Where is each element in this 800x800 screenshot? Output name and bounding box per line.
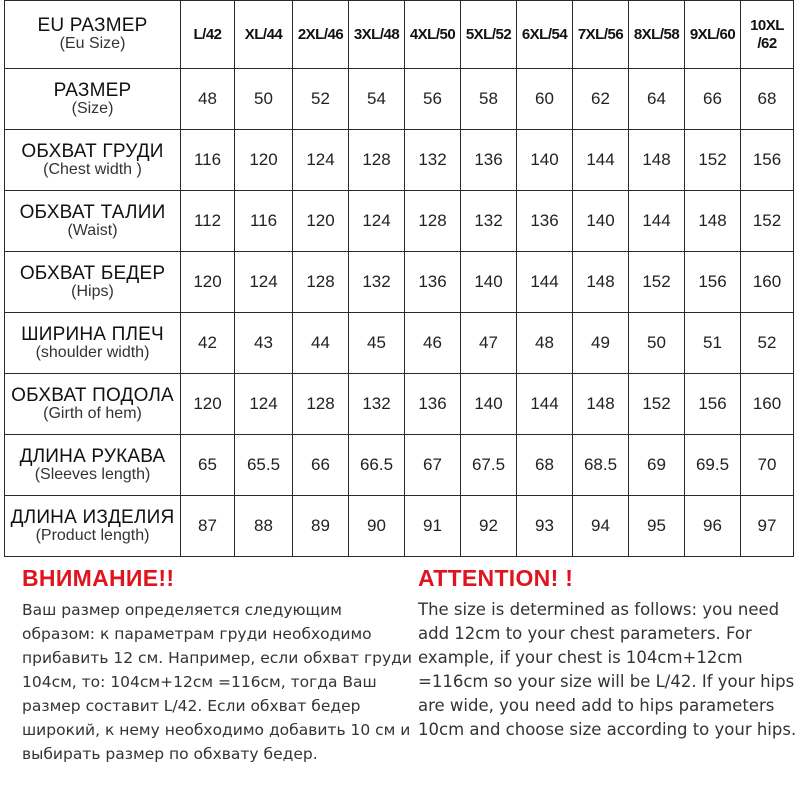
value-cell: 45 — [349, 313, 405, 374]
corner-header-cell — [5, 1, 181, 69]
value-cell: 51 — [685, 313, 741, 374]
value-cell: 68.5 — [573, 435, 629, 496]
table-row — [5, 130, 794, 191]
value-cell: 112 — [181, 191, 235, 252]
value-cell: 136 — [405, 374, 461, 435]
value-cell: 152 — [629, 374, 685, 435]
value-cell: 152 — [629, 252, 685, 313]
value-cell: 120 — [181, 252, 235, 313]
value-cell: 65 — [181, 435, 235, 496]
attention-note-en — [418, 565, 800, 742]
value-cell: 56 — [405, 69, 461, 130]
row-header-cell — [5, 313, 181, 374]
value-cell: 48 — [517, 313, 573, 374]
table-row — [5, 435, 794, 496]
value-cell: 136 — [517, 191, 573, 252]
row-header-cell — [5, 191, 181, 252]
header-row — [5, 1, 794, 69]
value-cell: 132 — [461, 191, 517, 252]
corner-ru-label: EU РАЗМЕР — [37, 15, 148, 37]
col-header-7: 6XL/54 — [517, 1, 573, 69]
row-label-en: (Product length) — [35, 526, 150, 544]
value-cell: 65.5 — [235, 435, 293, 496]
corner-en-label: (Eu Size) — [59, 35, 126, 53]
row-label-en: (Size) — [71, 99, 114, 117]
row-label-ru: РАЗМЕР — [53, 79, 132, 101]
value-cell: 152 — [741, 191, 794, 252]
value-cell: 132 — [405, 130, 461, 191]
col-header-5: 4XL/50 — [405, 1, 461, 69]
value-cell: 132 — [349, 252, 405, 313]
size-chart-table — [4, 0, 794, 557]
col-header-6: 5XL/52 — [461, 1, 517, 69]
value-cell: 42 — [181, 313, 235, 374]
value-cell: 54 — [349, 69, 405, 130]
value-cell: 58 — [461, 69, 517, 130]
value-cell: 124 — [293, 130, 349, 191]
row-label-en: (Girth of hem) — [43, 404, 142, 422]
value-cell: 136 — [461, 130, 517, 191]
value-cell: 68 — [517, 435, 573, 496]
value-cell: 88 — [235, 496, 293, 557]
col-header-11: 10XL /62 — [741, 1, 794, 69]
col-header-9: 8XL/58 — [629, 1, 685, 69]
value-cell: 128 — [293, 374, 349, 435]
value-cell: 96 — [685, 496, 741, 557]
row-label-en: (Hips) — [71, 282, 114, 300]
value-cell: 140 — [573, 191, 629, 252]
row-header-cell — [5, 252, 181, 313]
value-cell: 144 — [517, 252, 573, 313]
col-header-3: 2XL/46 — [293, 1, 349, 69]
value-cell: 64 — [629, 69, 685, 130]
value-cell: 148 — [685, 191, 741, 252]
value-cell: 140 — [461, 374, 517, 435]
value-cell: 50 — [235, 69, 293, 130]
value-cell: 140 — [461, 252, 517, 313]
value-cell: 48 — [181, 69, 235, 130]
table-row — [5, 496, 794, 557]
value-cell: 67 — [405, 435, 461, 496]
value-cell: 70 — [741, 435, 794, 496]
value-cell: 132 — [349, 374, 405, 435]
row-label-en: (Chest width ) — [43, 160, 142, 178]
row-label-ru: ОБХВАТ БЕДЕР — [19, 262, 166, 284]
value-cell: 69 — [629, 435, 685, 496]
value-cell: 93 — [517, 496, 573, 557]
col-header-10: 9XL/60 — [685, 1, 741, 69]
value-cell: 87 — [181, 496, 235, 557]
value-cell: 50 — [629, 313, 685, 374]
value-cell: 95 — [629, 496, 685, 557]
value-cell: 52 — [293, 69, 349, 130]
value-cell: 116 — [181, 130, 235, 191]
attention-note-ru — [22, 565, 412, 766]
row-label-ru: ОБХВАТ ПОДОЛА — [11, 384, 174, 406]
value-cell: 91 — [405, 496, 461, 557]
value-cell: 120 — [181, 374, 235, 435]
value-cell: 66 — [293, 435, 349, 496]
row-header-cell — [5, 69, 181, 130]
value-cell: 136 — [405, 252, 461, 313]
table-row — [5, 69, 794, 130]
value-cell: 140 — [517, 130, 573, 191]
value-cell: 148 — [629, 130, 685, 191]
row-label-en: (Waist) — [67, 221, 118, 239]
value-cell: 124 — [235, 252, 293, 313]
col-header-8: 7XL/56 — [573, 1, 629, 69]
value-cell: 160 — [741, 374, 794, 435]
row-header-cell — [5, 496, 181, 557]
value-cell: 66 — [685, 69, 741, 130]
value-cell: 124 — [235, 374, 293, 435]
value-cell: 89 — [293, 496, 349, 557]
value-cell: 120 — [235, 130, 293, 191]
value-cell: 60 — [517, 69, 573, 130]
value-cell: 43 — [235, 313, 293, 374]
value-cell: 120 — [293, 191, 349, 252]
value-cell: 148 — [573, 252, 629, 313]
value-cell: 152 — [685, 130, 741, 191]
value-cell: 62 — [573, 69, 629, 130]
col-header-1: L/42 — [181, 1, 235, 69]
row-label-en: (Sleeves length) — [34, 465, 151, 483]
row-label-ru: ДЛИНА РУКАВА — [19, 445, 166, 467]
table-row — [5, 191, 794, 252]
attention-title-en: ATTENTION! ! — [418, 565, 574, 591]
row-header-cell — [5, 374, 181, 435]
row-label-ru: ДЛИНА ИЗДЕЛИЯ — [10, 506, 175, 528]
size-chart-body — [5, 1, 794, 557]
value-cell: 92 — [461, 496, 517, 557]
value-cell: 144 — [629, 191, 685, 252]
row-label-ru: ОБХВАТ ГРУДИ — [21, 140, 164, 162]
attention-text-en: The size is determined as follows: you need add 12cm to your chest parameters. For example, if your chest is 104cm+12cm =116cm so your size will be L/42. If your hips are wide, you need add to hips parameters 10cm and choose size according to your hips. — [418, 600, 797, 739]
value-cell: 144 — [573, 130, 629, 191]
row-header-cell — [5, 435, 181, 496]
value-cell: 156 — [685, 374, 741, 435]
value-cell: 156 — [741, 130, 794, 191]
table-row — [5, 374, 794, 435]
value-cell: 68 — [741, 69, 794, 130]
value-cell: 156 — [685, 252, 741, 313]
row-label-ru: ОБХВАТ ТАЛИИ — [19, 201, 166, 223]
value-cell: 66.5 — [349, 435, 405, 496]
value-cell: 116 — [235, 191, 293, 252]
value-cell: 144 — [517, 374, 573, 435]
attention-text-ru: Ваш размер определяется следующим образом: к параметрам груди необходимо прибавить 12 см. Например, если обхват груди 104cм, то: 104cм+12cм =116cм, тогда Ваш размер составит L/42. Если обхват бедер широкий, к нему необходимо добавить 10 см и выбирать размер по обхвату бедер. — [22, 601, 412, 763]
value-cell: 46 — [405, 313, 461, 374]
value-cell: 67.5 — [461, 435, 517, 496]
table-row — [5, 313, 794, 374]
value-cell: 94 — [573, 496, 629, 557]
col-header-2: XL/44 — [235, 1, 293, 69]
row-label-ru: ШИРИНА ПЛЕЧ — [21, 323, 164, 345]
value-cell: 148 — [573, 374, 629, 435]
value-cell: 90 — [349, 496, 405, 557]
value-cell: 44 — [293, 313, 349, 374]
value-cell: 52 — [741, 313, 794, 374]
value-cell: 69.5 — [685, 435, 741, 496]
value-cell: 49 — [573, 313, 629, 374]
value-cell: 97 — [741, 496, 794, 557]
row-label-en: (shoulder width) — [35, 343, 150, 361]
value-cell: 128 — [405, 191, 461, 252]
value-cell: 124 — [349, 191, 405, 252]
row-header-cell — [5, 130, 181, 191]
col-header-4: 3XL/48 — [349, 1, 405, 69]
value-cell: 128 — [293, 252, 349, 313]
value-cell: 47 — [461, 313, 517, 374]
table-row — [5, 252, 794, 313]
value-cell: 128 — [349, 130, 405, 191]
value-cell: 160 — [741, 252, 794, 313]
attention-title-ru: ВНИМАНИЕ!! — [22, 565, 175, 591]
